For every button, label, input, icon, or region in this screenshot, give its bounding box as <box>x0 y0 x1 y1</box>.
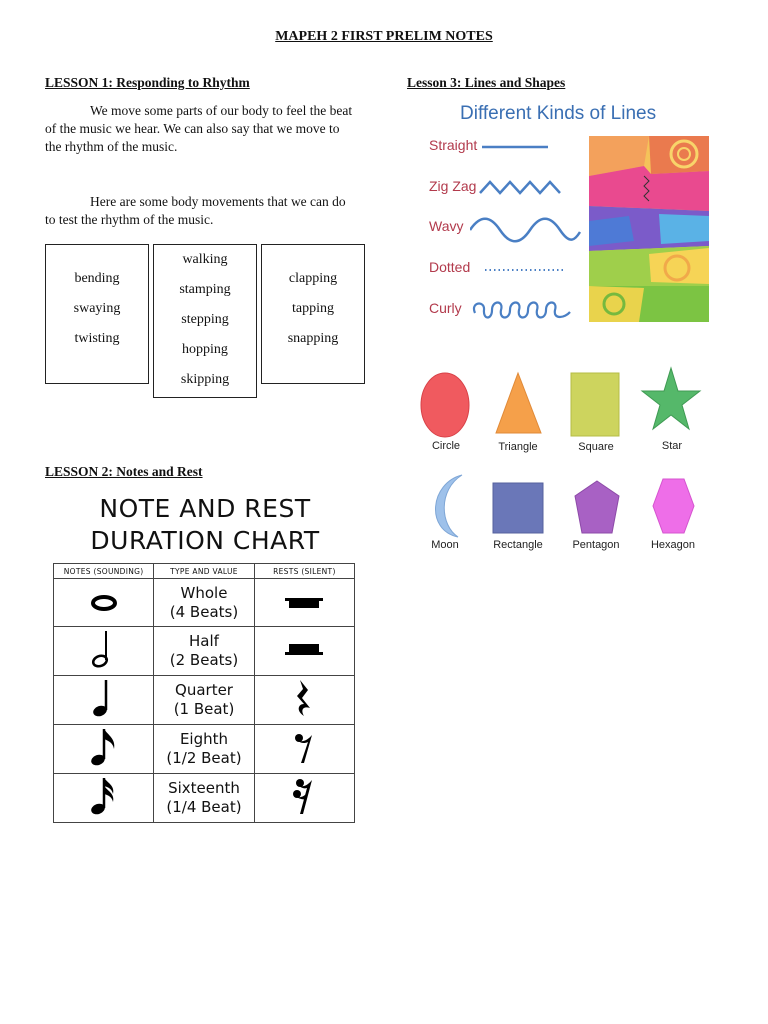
shape-label-pentagon: Pentagon <box>572 539 620 551</box>
sixteenth-note-icon <box>84 774 124 818</box>
square-shape <box>571 373 619 436</box>
note-type: Half <box>189 632 219 650</box>
para1-line1: We move some parts of our body to feel the beat <box>90 103 353 118</box>
column-header: RESTS (SILENT) <box>254 564 354 579</box>
moon-shape <box>436 475 462 537</box>
table-header-row <box>54 564 355 579</box>
document-title: MAPEH 2 FIRST PRELIM NOTES <box>275 29 493 44</box>
type-value-cell <box>154 774 255 823</box>
shape-label-star: Star <box>661 440 683 452</box>
note-cell <box>54 627 154 676</box>
note-value: (4 Beats) <box>169 602 239 621</box>
shape-label-circle: Circle <box>431 440 461 452</box>
movement-item: walking <box>182 252 228 267</box>
lines-panel-title: Different Kinds of Lines <box>460 103 657 124</box>
rest-cell <box>254 774 354 823</box>
hexagon-shape <box>653 479 694 533</box>
lesson2-heading: LESSON 2: Notes and Rest <box>45 464 203 479</box>
note-cell <box>54 725 154 774</box>
movement-item: hopping <box>182 342 228 357</box>
note-type: Whole <box>180 583 228 602</box>
note-value: (1 Beat) <box>173 700 235 718</box>
movement-item: snapping <box>287 331 339 346</box>
lesson1-heading: LESSON 1: Responding to Rhythm <box>45 75 250 90</box>
para2-line1: Here are some body movements that we can do <box>90 194 346 209</box>
shape-label-rectangle: Rectangle <box>493 539 543 551</box>
wavy-line-sample <box>470 219 580 242</box>
quarter-note-icon <box>84 676 124 720</box>
table-row <box>54 627 355 676</box>
movement-item: tapping <box>292 301 334 316</box>
movement-item: skipping <box>180 372 230 387</box>
line-label-zigzag: Zig Zag <box>429 178 477 194</box>
half-note-icon <box>84 627 124 671</box>
whole-note-icon <box>84 581 124 621</box>
para1-line2: of the music we hear. We can also say that we move to <box>45 121 340 136</box>
shape-label-moon: Moon <box>431 539 459 551</box>
pentagon-shape <box>575 481 619 533</box>
shape-label-square: Square <box>578 441 614 453</box>
movement-item: stepping <box>181 312 229 327</box>
quarter-rest-icon <box>284 676 324 720</box>
eighth-rest-icon <box>284 725 324 769</box>
rest-cell <box>254 676 354 725</box>
note-cell <box>54 579 154 627</box>
line-label-straight: Straight <box>429 137 478 153</box>
type-value-cell <box>154 676 255 725</box>
rectangle-shape <box>493 483 543 533</box>
rest-cell <box>254 627 354 676</box>
circle-shape <box>421 373 469 437</box>
note-type: Quarter <box>175 681 233 699</box>
shape-label-hexagon: Hexagon <box>650 539 696 551</box>
table-row <box>54 676 355 725</box>
eighth-note-icon <box>84 725 124 769</box>
movement-item: stamping <box>179 282 231 297</box>
type-value-cell <box>154 725 255 774</box>
movement-box-3 <box>261 244 365 384</box>
note-value: (2 Beats) <box>169 651 239 669</box>
triangle-shape <box>496 373 541 433</box>
line-samples <box>470 130 590 330</box>
line-label-wavy: Wavy <box>429 218 464 234</box>
column-header: NOTES (SOUNDING) <box>54 564 154 579</box>
note-type: Eighth <box>179 730 229 748</box>
movement-item: clapping <box>288 271 338 286</box>
rest-cell <box>254 579 354 627</box>
type-value-cell <box>154 627 255 676</box>
note-cell <box>54 676 154 725</box>
sixteenth-rest-icon <box>284 774 324 818</box>
star-shape <box>642 368 700 429</box>
movement-item: twisting <box>74 331 120 346</box>
movement-item: swaying <box>73 301 121 316</box>
curly-line-sample <box>474 303 570 318</box>
table-row <box>54 774 355 823</box>
zigzag-line-sample <box>480 182 560 193</box>
type-value-cell <box>154 579 255 627</box>
note-value: (1/2 Beat) <box>166 749 242 767</box>
whole-rest-icon <box>279 581 329 621</box>
movement-item: bending <box>74 271 120 286</box>
para2-line2: to test the rhythm of the music. <box>45 212 214 227</box>
column-header: TYPE AND VALUE <box>154 564 255 579</box>
rest-cell <box>254 725 354 774</box>
lesson3-heading: Lesson 3: Lines and Shapes <box>407 75 566 90</box>
table-row <box>54 579 355 627</box>
duration-chart-table <box>53 563 355 823</box>
note-value: (1/4 Beat) <box>166 798 242 816</box>
shape-label-triangle: Triangle <box>498 441 538 453</box>
movement-box-2 <box>153 244 257 398</box>
chart-title-line1: NOTE AND REST <box>99 494 311 523</box>
lesson1-paragraph1 <box>45 102 375 156</box>
note-cell <box>54 774 154 823</box>
movement-box-1 <box>45 244 149 384</box>
table-row <box>54 725 355 774</box>
para1-line3: the rhythm of the music. <box>45 139 178 154</box>
chart-title-line2: DURATION CHART <box>90 526 320 555</box>
lesson1-paragraph2 <box>45 193 375 229</box>
note-type: Sixteenth <box>168 779 240 797</box>
line-label-dotted: Dotted <box>429 259 471 275</box>
line-label-curly: Curly <box>429 300 462 316</box>
colorful-painting-image <box>589 136 709 322</box>
half-rest-icon <box>279 629 329 669</box>
